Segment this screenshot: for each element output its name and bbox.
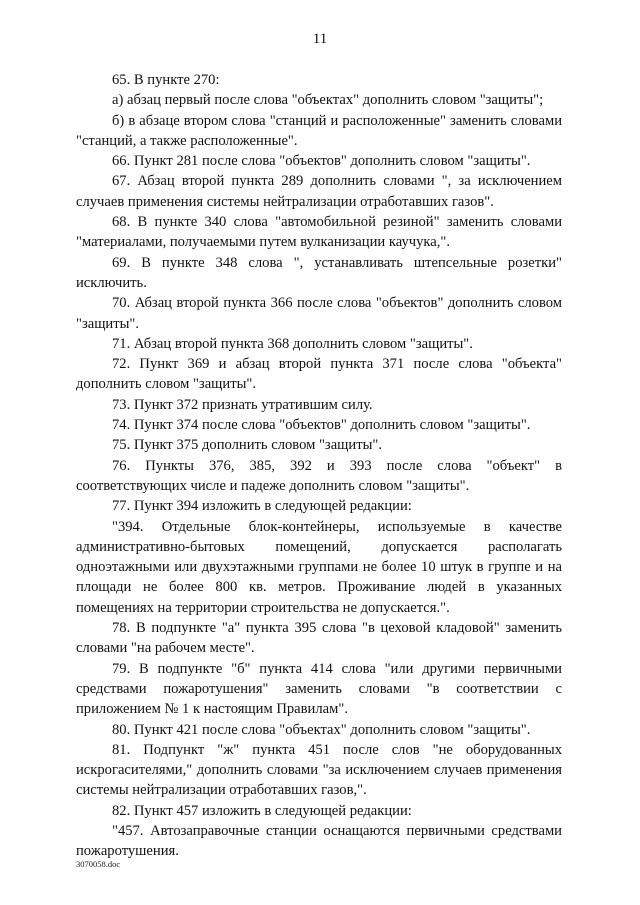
- paragraph-75: 75. Пункт 375 дополнить словом "защиты".: [112, 437, 383, 454]
- paragraph-66: 66. Пункт 281 после слова "объектов" дополнить словом "защиты".: [112, 153, 531, 170]
- paragraph-81: 81. Подпункт "ж" пункта 451 после слов "не оборудованных искрогасителями," дополнить словами "за исключением случаев применения системы нейтрализации отработавших газов,".: [76, 741, 562, 799]
- paragraph-72: 72. Пункт 369 и абзац второй пункта 371 после слова "объекта" дополнить словом "защиты".: [76, 356, 562, 393]
- paragraph-82: 82. Пункт 457 изложить в следующей редакции:: [112, 802, 412, 819]
- paragraph-394-text: "394. Отдельные блок-контейнеры, используемые в качестве административно-бытовых помещений, допускается располагать одноэтажными или двухэтажными группами не более 10 штук в группе и на площади не более 800 кв. метров. Проживание людей в указанных помещениях на территории строительства не допускается.".: [76, 518, 562, 616]
- paragraph-70: 70. Абзац второй пункта 366 после слова "объектов" дополнить словом "защиты".: [76, 295, 562, 332]
- paragraph-73: 73. Пункт 372 признать утратившим силу.: [112, 396, 373, 413]
- paragraph-74: 74. Пункт 374 после слова "объектов" дополнить словом "защиты".: [112, 417, 531, 434]
- paragraph-67: 67. Абзац второй пункта 289 дополнить словами ", за исключением случаев применения системы нейтрализации отработавших газов".: [76, 173, 562, 210]
- paragraph-78: 78. В подпункте "а" пункта 395 слова "в цеховой кладовой" заменить словами "на рабочем месте".: [76, 620, 562, 657]
- paragraph-80: 80. Пункт 421 после слова "объектах" дополнить словом "защиты".: [112, 721, 531, 738]
- file-name-footer: 3070058.doc: [76, 859, 121, 869]
- page-number: 11: [312, 31, 328, 47]
- paragraph-71: 71. Абзац второй пункта 368 дополнить словом "защиты".: [112, 335, 473, 352]
- paragraph-457-text: "457. Автозаправочные станции оснащаются первичными средствами пожаротушения.: [76, 822, 562, 860]
- paragraph-76: 76. Пункты 376, 385, 392 и 393 после слова "объект" в соответствующих числе и падеже дополнить словом "защиты".: [76, 457, 562, 494]
- paragraph-79: 79. В подпункте "б" пункта 414 слова "или другими первичными средствами пожаротушения" заменить словами "в соответствии с приложением № 1 к настоящим Правилам".: [76, 660, 562, 718]
- paragraph-65: 65. В пункте 270:: [112, 72, 220, 88]
- document-body: [76, 70, 562, 862]
- paragraph-69: 69. В пункте 348 слова ", устанавливать штепсельные розетки" исключить.: [76, 254, 562, 291]
- paragraph-77: 77. Пункт 394 изложить в следующей редакции:: [112, 498, 412, 515]
- paragraph-68: 68. В пункте 340 слова "автомобильной резиной" заменить словами "материалами, получаемыми путем вулканизации каучука,".: [76, 214, 562, 251]
- paragraph-65b: б) в абзаце втором слова "станций и расположенные" заменить словами "станций, а также расположенные".: [76, 112, 562, 149]
- paragraph-65a: а) абзац первый после слова "объектах" дополнить словом "защиты";: [112, 92, 544, 109]
